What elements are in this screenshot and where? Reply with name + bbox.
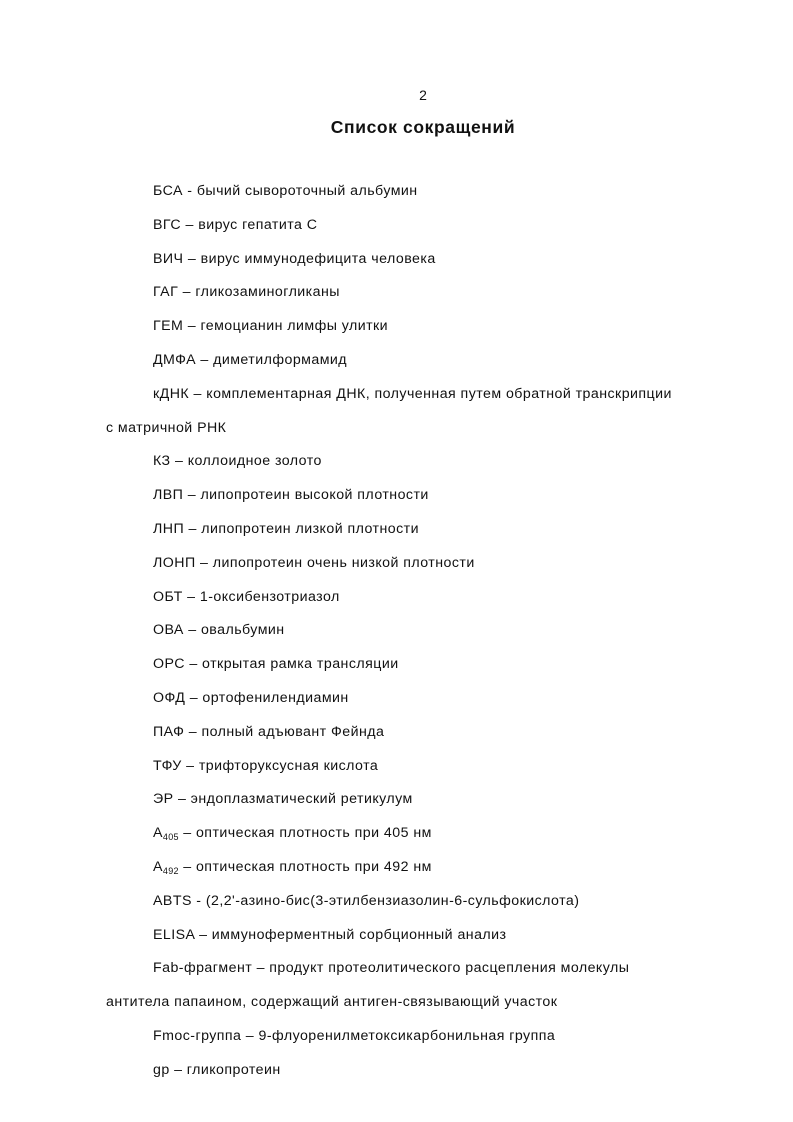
abbreviation-fmoc: Fmoc-группа – 9-флуоренилметоксикарбонильная группа <box>153 1027 556 1044</box>
absorbance-symbol: A <box>153 858 163 875</box>
abbreviation-lnp: ЛНП – липопротеин лизкой плотности <box>153 520 419 537</box>
abbreviation-fab-continued: антитела папаином, содержащий антиген-связывающий участок <box>106 994 558 1011</box>
abbreviation-ova: ОВА – овальбумин <box>153 622 285 639</box>
page-title: Список сокращений <box>330 117 516 137</box>
abbreviation-a492 <box>0 857 793 891</box>
abbreviation-vgs: ВГС – вирус гепатита С <box>153 216 318 233</box>
abbreviation-gag: ГАГ – гликозаминогликаны <box>153 284 340 301</box>
abbreviation-paf: ПАФ – полный адъювант Фейнда <box>153 723 385 740</box>
absorbance-description: – оптическая плотность при 405 нм <box>178 825 432 842</box>
absorbance-symbol: A <box>153 825 163 842</box>
abbreviation-bsa: БСА - бычий сывороточный альбумин <box>153 183 418 199</box>
abbreviation-fab: Fab-фрагмент – продукт протеолитического расцепления молекулы <box>153 960 630 977</box>
abbreviation-list <box>0 181 793 1094</box>
abbreviation-dmfa: ДМФА – диметилформамид <box>153 351 348 368</box>
abbreviation-vich: ВИЧ – вирус иммунодефицита человека <box>153 250 436 267</box>
abbreviation-kdnk: кДНК – комплементарная ДНК, полученная путем обратной транскрипции <box>153 385 672 402</box>
absorbance-subscript: 492 <box>162 865 179 876</box>
absorbance-description: – оптическая плотность при 492 нм <box>178 858 432 875</box>
abbreviation-ofd: ОФД – ортофенилендиамин <box>153 689 349 706</box>
absorbance-subscript: 405 <box>162 832 179 843</box>
abbreviation-er: ЭР – эндоплазматический ретикулум <box>153 791 413 808</box>
abbreviation-obt: ОБТ – 1-оксибензотриазол <box>153 588 340 605</box>
abbreviation-tfu: ТФУ – трифторуксусная кислота <box>153 757 379 774</box>
abbreviation-a405 <box>0 823 793 857</box>
abbreviation-elisa: ELISA – иммуноферментный сорбционный анализ <box>153 926 507 943</box>
abbreviation-ors: ОРС – открытая рамка трансляции <box>153 656 399 673</box>
abbreviation-lvp: ЛВП – липопротеин высокой плотности <box>153 487 429 504</box>
abbreviation-gp: gp – гликопротеин <box>153 1061 281 1078</box>
page-number: 2 <box>419 87 427 103</box>
abbreviation-lonp: ЛОНП – липопротеин очень низкой плотности <box>153 554 475 571</box>
abbreviation-gem: ГЕМ – гемоцианин лимфы улитки <box>153 318 389 335</box>
abbreviation-kz: КЗ – коллоидное золото <box>153 453 322 470</box>
abbreviation-kdnk-continued: с матричной РНК <box>106 419 227 436</box>
abbreviation-abts: ABTS - (2,2'-азино-бис(3-этилбензиазолин-6-сульфокислота) <box>153 892 580 909</box>
